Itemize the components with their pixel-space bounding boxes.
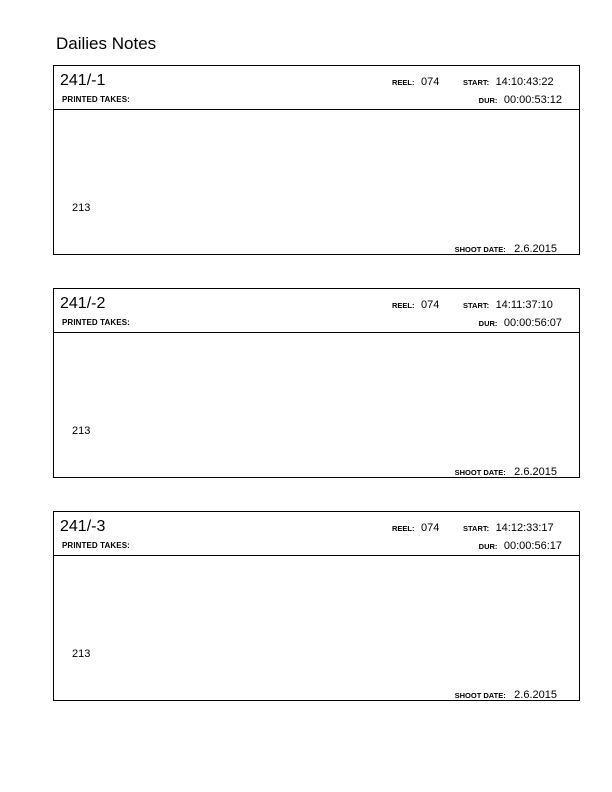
duration-label: DUR: — [478, 319, 498, 328]
card-body — [54, 110, 579, 255]
start-label: START: — [463, 78, 490, 87]
reel-value: 074 — [420, 76, 440, 88]
start-value: 14:11:37:10 — [495, 299, 553, 311]
reel-field — [392, 518, 439, 536]
card-body — [54, 556, 579, 701]
scene-take: 241/-3 — [60, 518, 106, 535]
card-header — [54, 289, 579, 333]
start-label: START: — [463, 301, 490, 310]
start-value: 14:10:43:22 — [495, 76, 554, 88]
duration-label: DUR: — [478, 96, 498, 105]
note-text: 213 — [72, 648, 91, 660]
reel-field — [392, 72, 439, 90]
start-field — [463, 518, 554, 536]
reel-label: REEL: — [392, 524, 415, 533]
shoot-date-label: SHOOT DATE: — [454, 245, 506, 254]
duration-field — [479, 90, 562, 108]
shoot-date-value: 2.6.2015 — [514, 243, 557, 255]
duration-label: DUR: — [478, 542, 498, 551]
duration-value: 00:00:56:07 — [503, 317, 562, 329]
note-text: 213 — [72, 425, 91, 437]
printed-takes-label: PRINTED TAKES: — [62, 541, 130, 550]
page-title: Dailies Notes — [56, 34, 157, 53]
card-body — [54, 333, 579, 478]
scene-take: 241/-1 — [60, 72, 106, 89]
shoot-date-value: 2.6.2015 — [514, 466, 557, 478]
printed-takes-label: PRINTED TAKES: — [62, 318, 130, 327]
shoot-date-value: 2.6.2015 — [514, 689, 557, 701]
scene-take: 241/-2 — [60, 295, 106, 312]
card-header — [54, 66, 579, 110]
duration-value: 00:00:53:12 — [503, 94, 562, 106]
card-header — [54, 512, 579, 556]
reel-value: 074 — [420, 299, 440, 311]
start-field — [463, 72, 554, 90]
dailies-note-card — [53, 65, 580, 255]
shoot-date-field — [455, 462, 557, 480]
start-field — [463, 295, 553, 313]
start-value: 14:12:33:17 — [495, 522, 554, 534]
reel-label: REEL: — [392, 78, 415, 87]
shoot-date-field — [455, 685, 557, 703]
reel-value: 074 — [420, 522, 440, 534]
note-text: 213 — [72, 202, 91, 214]
reel-label: REEL: — [392, 301, 415, 310]
shoot-date-field — [455, 239, 557, 257]
reel-field — [392, 295, 439, 313]
dailies-note-card — [53, 288, 580, 478]
shoot-date-label: SHOOT DATE: — [454, 468, 506, 477]
duration-value: 00:00:56:17 — [503, 540, 562, 552]
duration-field — [479, 536, 562, 554]
dailies-note-card — [53, 511, 580, 701]
printed-takes-label: PRINTED TAKES: — [62, 95, 130, 104]
duration-field — [479, 313, 562, 331]
shoot-date-label: SHOOT DATE: — [454, 691, 506, 700]
start-label: START: — [463, 524, 490, 533]
